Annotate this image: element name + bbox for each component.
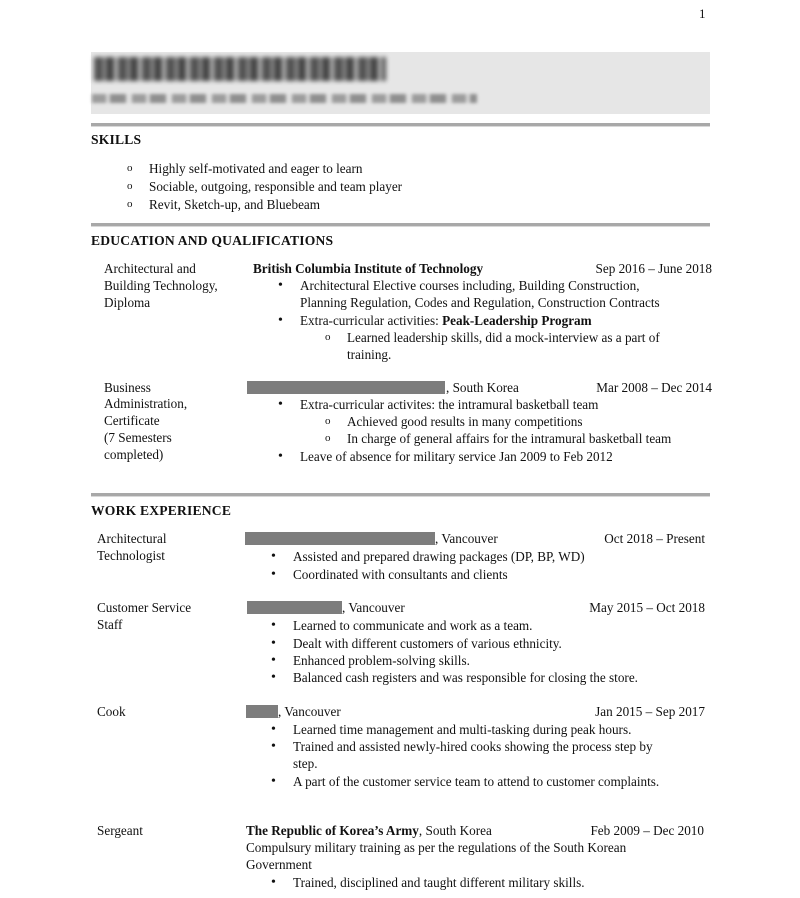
program-name: Architectural and: [104, 261, 196, 276]
program-name: Business: [104, 380, 151, 395]
program-name: (7 Semesters: [104, 430, 172, 445]
program-name: completed): [104, 447, 164, 462]
bullet-item: • Trained, disciplined and taught different military skills.: [293, 874, 585, 891]
job-role: Sergeant: [97, 823, 143, 838]
bullet-item: • Extra-curricular activites: the intramural basketball team: [300, 396, 598, 413]
bullet-item-cont: step.: [293, 756, 318, 771]
bullet-item: • Coordinated with consultants and clients: [293, 566, 508, 583]
bullet-item: • Learned to communicate and work as a team.: [293, 617, 532, 634]
contact-blurred: [92, 94, 477, 103]
redacted-institution: [247, 381, 445, 394]
bullet-item: • Assisted and prepared drawing packages (DP, BP, WD): [293, 548, 585, 565]
job-role: Cook: [97, 704, 126, 719]
skill-item: o Sociable, outgoing, responsible and team player: [149, 178, 402, 195]
job-location: , Vancouver: [342, 600, 405, 615]
skill-item: o Revit, Sketch-up, and Bluebeam: [149, 196, 320, 213]
sub-bullet-item: o Achieved good results in many competitions: [347, 413, 583, 430]
section-rule: [91, 223, 710, 227]
date-range: Sep 2016 – June 2018: [595, 261, 712, 276]
bullet-item: • Learned time management and multi-tasking during peak hours.: [293, 721, 631, 738]
bullet-item: • Enhanced problem-solving skills.: [293, 652, 470, 669]
bullet-item: • Leave of absence for military service Jan 2009 to Feb 2012: [300, 448, 613, 465]
bullet-item: • Trained and assisted newly-hired cooks showing the process step by: [293, 738, 653, 755]
bullet-item: • A part of the customer service team to attend to customer complaints.: [293, 773, 659, 790]
job-description: Compulsury military training as per the regulations of the South Korean: [246, 840, 627, 855]
bullet-item: • Architectural Elective courses including, Building Construction,: [300, 277, 640, 294]
program-name: Building Technology,: [104, 278, 218, 293]
date-range: May 2015 – Oct 2018: [589, 600, 705, 615]
job-role: Technologist: [97, 548, 165, 563]
date-range: Oct 2018 – Present: [604, 531, 705, 546]
date-range: Jan 2015 – Sep 2017: [595, 704, 705, 719]
job-location: , Vancouver: [435, 531, 498, 546]
section-rule: [91, 493, 710, 497]
sub-bullet-item: o Learned leadership skills, did a mock-interview as a part of: [347, 329, 660, 346]
institution-name: British Columbia Institute of Technology: [253, 261, 484, 276]
sub-bullet-item: o In charge of general affairs for the intramural basketball team: [347, 430, 671, 447]
job-location: , Vancouver: [278, 704, 341, 719]
sub-bullet-item-cont: training.: [347, 347, 392, 362]
program-name: Diploma: [104, 295, 151, 310]
job-role: Customer Service: [97, 600, 192, 615]
section-title-education: EDUCATION AND QUALIFICATIONS: [91, 233, 334, 248]
skill-item: o Highly self-motivated and eager to learn: [149, 160, 363, 177]
bullet-item-cont: Planning Regulation, Codes and Regulation, Construction Contracts: [300, 295, 660, 310]
program-name: Certificate: [104, 413, 160, 428]
date-range: Mar 2008 – Dec 2014: [596, 380, 712, 395]
section-title-work: WORK EXPERIENCE: [91, 503, 232, 518]
institution-location: , South Korea: [446, 380, 519, 395]
employer-name: The Republic of Korea’s Army: [246, 823, 419, 838]
program-name: Administration,: [104, 396, 188, 411]
job-description: Government: [246, 857, 312, 872]
redacted-employer: [246, 705, 278, 718]
date-range: Feb 2009 – Dec 2010: [590, 823, 704, 838]
employer-line: [246, 822, 492, 839]
job-role: Architectural: [97, 531, 167, 546]
name-blurred: [94, 57, 386, 81]
job-role: Staff: [97, 617, 123, 632]
bullet-item: • Balanced cash registers and was responsible for closing the store.: [293, 669, 638, 686]
redacted-employer: [245, 532, 435, 545]
bullet-item: • Dealt with different customers of various ethnicity.: [293, 635, 562, 652]
bullet-item: • Extra-curricular activities: Peak-Leadership Program: [300, 312, 592, 329]
section-rule: [91, 123, 710, 127]
section-title-skills: SKILLS: [91, 132, 142, 147]
page-number: 1: [699, 6, 706, 21]
job-location: , South Korea: [418, 823, 492, 838]
redacted-employer: [247, 601, 342, 614]
